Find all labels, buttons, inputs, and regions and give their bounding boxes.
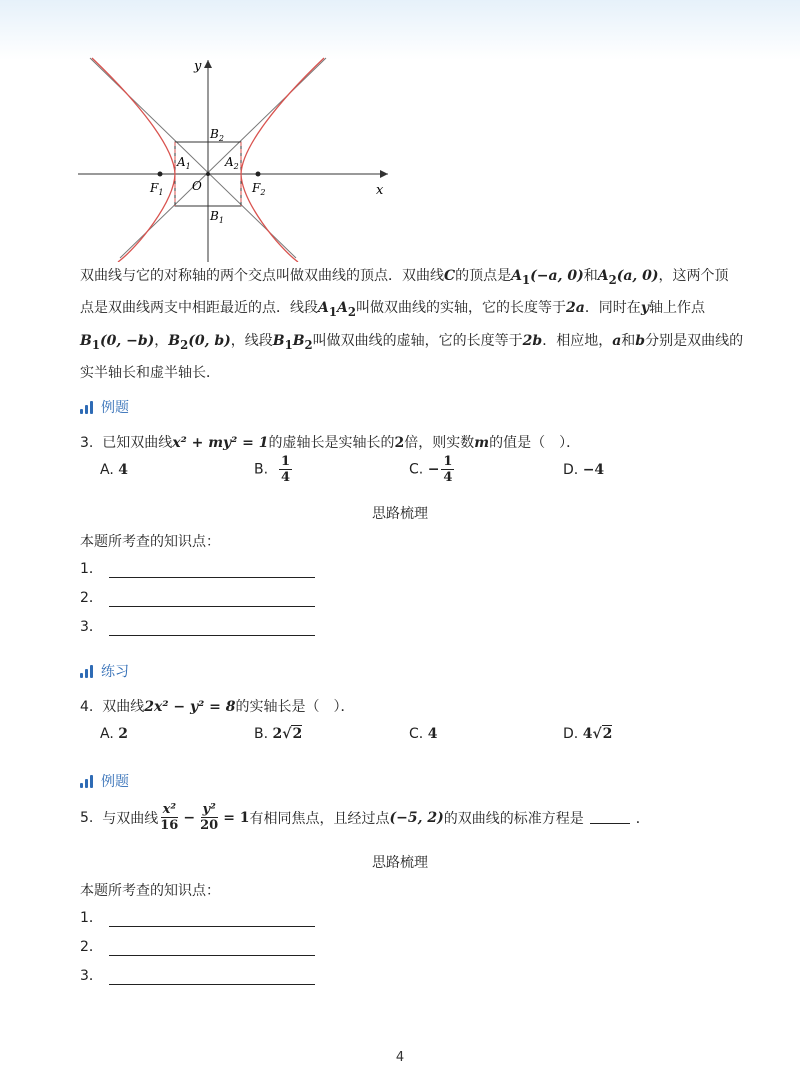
q4-option-c[interactable]: C. 4 bbox=[409, 726, 438, 742]
knowledge-points-label-2: 本题所考查的知识点： bbox=[80, 883, 220, 899]
blank-row[interactable]: 1． bbox=[80, 558, 315, 578]
y-axis-arrow bbox=[204, 60, 212, 68]
label-a2: $A_2$ bbox=[225, 155, 239, 171]
question-5: 5. 与双曲线 $\frac{\text{x²}}{16}$ − $\frac{\text{y²}}{20}$ = 1 有相同焦点，且经过点 (−5, 2) 的双曲线的标准方程是 ． bbox=[80, 802, 650, 833]
origin-point bbox=[206, 172, 210, 176]
paragraph-line-1: 双曲线与它的对称轴的两个交点叫做双曲线的顶点．双曲线C的顶点是$A_1(-a$, 0)和$A_2(a$, 0)，这两个顶 bbox=[80, 268, 729, 287]
thinking-title-2: 思路梳理 bbox=[372, 855, 428, 871]
y-label: y bbox=[194, 59, 202, 74]
label-a1: $A_1$ bbox=[177, 155, 191, 171]
label-f1: $F_1$ bbox=[150, 181, 164, 197]
q4-option-d[interactable]: D. 4√2 bbox=[563, 726, 613, 742]
q3-option-b[interactable]: B. $\frac{1}{4}$ bbox=[254, 454, 291, 485]
q4-option-b[interactable]: B. 2√2 bbox=[254, 726, 303, 742]
section-title: 例题 bbox=[101, 400, 129, 416]
answer-blank bbox=[109, 561, 315, 578]
answer-blank bbox=[109, 590, 315, 607]
section-example-1 bbox=[80, 397, 129, 417]
label-f2: $F_2$ bbox=[252, 181, 266, 197]
label-b2: $B_2$ bbox=[210, 127, 224, 143]
question-4: 4. 双曲线2x² − y² = 8的实轴长是（ ）． bbox=[80, 699, 355, 715]
hyperbola-figure bbox=[78, 52, 393, 262]
section-title: 例题 bbox=[101, 774, 129, 790]
q3-option-c[interactable]: C. − $\frac{1}{4}$ bbox=[409, 454, 453, 485]
page-number: 4 bbox=[395, 1050, 405, 1065]
blank-row[interactable]: 2． bbox=[80, 587, 315, 607]
definition-paragraph bbox=[80, 262, 744, 387]
section-example-2 bbox=[80, 771, 129, 791]
hyperbola-diagram bbox=[78, 52, 393, 262]
blank-row[interactable]: 3． bbox=[80, 616, 315, 636]
section-title: 练习 bbox=[101, 664, 129, 680]
answer-blank[interactable] bbox=[590, 811, 630, 824]
x-axis-arrow bbox=[380, 170, 388, 178]
focus-f1-point bbox=[158, 172, 163, 177]
answer-blank bbox=[109, 939, 315, 956]
x-label: x bbox=[376, 183, 384, 198]
bar-chart-icon bbox=[80, 774, 93, 788]
section-practice bbox=[80, 661, 129, 681]
bar-chart-icon bbox=[80, 664, 93, 678]
q3-option-d[interactable]: D. −4 bbox=[563, 462, 605, 478]
blank-row[interactable]: 2． bbox=[80, 936, 315, 956]
knowledge-points-label-1: 本题所考查的知识点： bbox=[80, 534, 220, 550]
bar-chart-icon bbox=[80, 400, 93, 414]
label-o: O bbox=[192, 179, 202, 193]
paragraph-line-4: 实半轴长和虚半轴长． bbox=[80, 364, 220, 381]
thinking-title-1: 思路梳理 bbox=[372, 506, 428, 522]
q4-option-a[interactable]: A. 2 bbox=[100, 726, 128, 742]
paragraph-line-3: $B_1(0$, −b)，$B_2(0$, b)，线段$B_1B_2$叫做双曲线的虚轴，它的长度等于2b．相应地，a和b分别是双曲线的 bbox=[80, 332, 744, 352]
answer-blank bbox=[109, 910, 315, 927]
paragraph-line-2: 点是双曲线两支中相距最近的点．线段$A_1A_2$叫做双曲线的实轴，它的长度等于2a．同时在y轴上作点 bbox=[80, 300, 705, 320]
focus-f2-point bbox=[256, 172, 261, 177]
blank-row[interactable]: 3． bbox=[80, 965, 315, 985]
blank-row[interactable]: 1． bbox=[80, 907, 315, 927]
hyperbola-right-branch bbox=[241, 58, 324, 262]
q3-option-a[interactable]: A. 4 bbox=[100, 462, 128, 478]
question-3: 3. 已知双曲线x² + my² = 1的虚轴长是实轴长的2倍，则实数m的值是（ ）． bbox=[80, 435, 581, 451]
label-b1: $B_1$ bbox=[210, 209, 224, 225]
answer-blank bbox=[109, 619, 315, 636]
answer-blank bbox=[109, 968, 315, 985]
hyperbola-left-branch bbox=[92, 58, 175, 262]
